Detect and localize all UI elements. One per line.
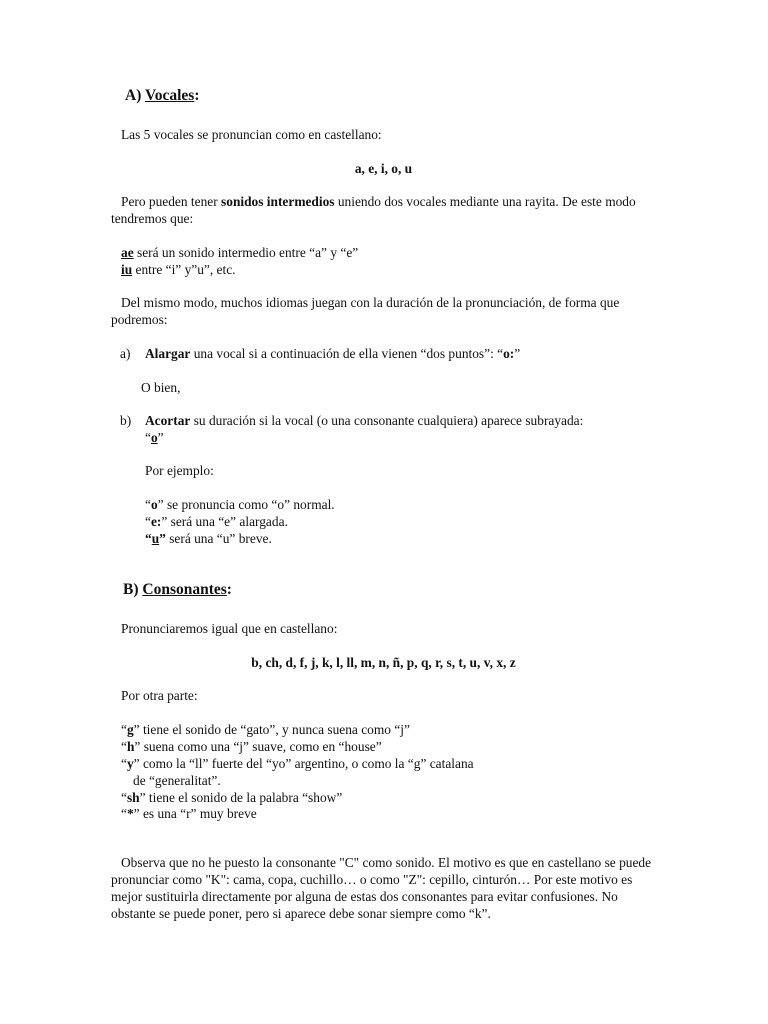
item-a-bold: Alargar — [145, 346, 191, 361]
section-b-letter: B) — [123, 581, 139, 598]
example-e-long — [145, 513, 660, 530]
rule-g — [121, 721, 666, 738]
p1-before: Pero pueden tener — [121, 194, 222, 209]
ex-o-code: o — [150, 497, 158, 512]
rule-star-open: “ — [121, 806, 127, 821]
ex-iu-text: entre “i” y”u”, etc. — [132, 262, 236, 277]
rule-y-open: “ — [121, 756, 127, 771]
section-b-title: Consonantes — [142, 581, 227, 598]
rule-sh-code: sh — [126, 790, 140, 805]
rule-sh-text: ” tiene el sonido de la palabra “show” — [139, 790, 343, 805]
ex-ae-key: ae — [121, 245, 134, 260]
rule-y-continuation: de “generalitat”. — [133, 773, 221, 788]
c-note-paragraph: Observa que no he puesto la consonante "C" como sonido. El motivo es que en castellano se puede pronunciar como "K": cama, copa, cuchillo… o como "Z": cepillo, cinturón… Por este motivo es mejor sustituirla directamente por alguna de estas dos consonantes para evitar confusiones. No obstante se puede poner, pero si aparece debe sonar siempre como “k”. — [111, 855, 652, 921]
rule-y — [121, 755, 666, 772]
item-b-q-open: “ — [145, 430, 151, 445]
ex-ae-text: será un sonido intermedio entre “a” y “e” — [133, 245, 359, 260]
ex-u-code: u — [151, 531, 160, 546]
rule-h-code: h — [126, 739, 135, 754]
duration-paragraph: Del mismo modo, muchos idiomas juegan con la duración de la pronunciación, de forma que podremos: — [111, 295, 620, 327]
vowel-list: a, e, i, o, u — [354, 161, 413, 176]
ex-o-text: ” se pronuncia como “o” normal. — [157, 497, 335, 512]
rule-h — [121, 738, 666, 755]
ex-u-open: “ — [145, 531, 152, 546]
ex-u-close: ” — [159, 531, 166, 546]
por-ejemplo: Por ejemplo: — [145, 463, 214, 478]
rule-star — [121, 805, 666, 822]
rule-h-open: “ — [121, 739, 127, 754]
item-a-label: a) — [120, 346, 131, 361]
item-a-code: o: — [503, 346, 515, 361]
item-b-q-close: ” — [157, 430, 164, 445]
section-a-letter: A) — [125, 87, 142, 104]
example-u-short — [145, 530, 660, 547]
item-b-text: su duración si la vocal (o una consonante cualquiera) aparece subrayada: — [190, 413, 584, 428]
list-item-a — [120, 345, 660, 362]
ex-o-open: “ — [145, 497, 151, 512]
section-a-heading — [125, 87, 670, 104]
rule-h-text: ” suena como una “j” suave, como en “house” — [134, 739, 382, 754]
item-a-end: ” — [514, 346, 521, 361]
rule-y-code: y — [126, 756, 134, 771]
section-a-colon: : — [194, 87, 200, 104]
example-iu — [121, 261, 666, 278]
rule-g-open: “ — [121, 722, 127, 737]
rule-y-text: ” como la “ll” fuerte del “yo” argentino, o como la “g” catalana — [133, 756, 474, 771]
item-b-label: b) — [120, 413, 132, 428]
rule-sh — [121, 789, 666, 806]
section-a-title: Vocales — [144, 87, 195, 104]
rule-g-text: ” tiene el sonido de “gato”, y nunca suena como “j” — [133, 722, 410, 737]
item-b-bold: Acortar — [145, 413, 191, 428]
section-b-heading — [123, 581, 668, 598]
example-ae — [121, 244, 666, 261]
consonants-intro: Pronunciaremos igual que en castellano: — [121, 621, 338, 636]
ex-e-code: e: — [150, 514, 162, 529]
vowels-intro: Las 5 vocales se pronuncian como en castellano: — [121, 127, 382, 142]
p1-bold: sonidos intermedios — [221, 194, 335, 209]
list-item-b — [120, 412, 660, 429]
item-b-code: o — [150, 430, 158, 445]
example-o — [145, 496, 660, 513]
por-otra-parte: Por otra parte: — [121, 688, 198, 703]
p1-after: uniendo dos vocales mediante una rayita. De este modo tendremos que: — [111, 194, 636, 226]
o-bien: O bien, — [141, 380, 181, 395]
ex-u-text: será una “u” breve. — [165, 531, 272, 546]
rule-g-code: g — [126, 722, 134, 737]
consonant-list: b, ch, d, f, j, k, l, ll, m, n, ñ, p, q, r, s, t, u, v, x, z — [251, 655, 516, 670]
ex-e-text: ” será una “e” alargada. — [161, 514, 288, 529]
list-item-b-example — [145, 429, 660, 446]
ex-e-open: “ — [145, 514, 151, 529]
rule-star-code: * — [126, 806, 134, 821]
section-b-colon: : — [226, 581, 232, 598]
intermediate-sounds-paragraph — [111, 193, 656, 227]
rule-sh-open: “ — [121, 790, 127, 805]
rule-star-text: ” es una “r” muy breve — [133, 806, 257, 821]
ex-iu-key: iu — [121, 262, 133, 277]
item-a-text: una vocal si a continuación de ella vienen “dos puntos”: “ — [190, 346, 504, 361]
